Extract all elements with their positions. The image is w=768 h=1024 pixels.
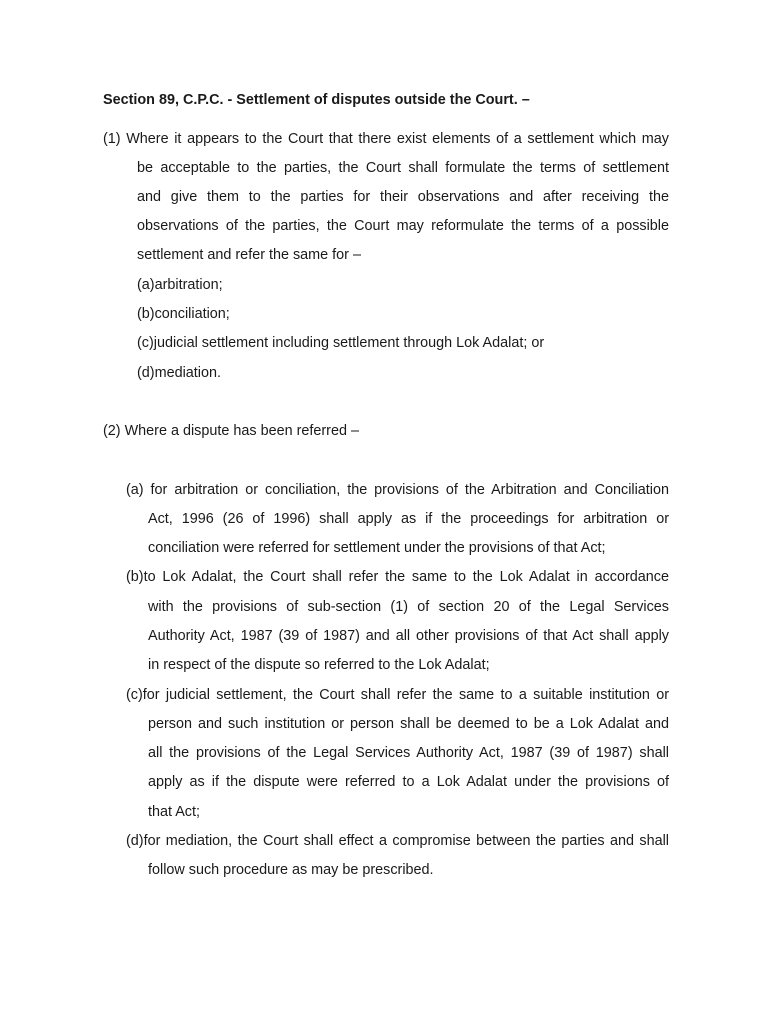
sub1-line: be acceptable to the parties, the Court shall formulate the terms of settlement bbox=[137, 160, 669, 176]
sub1-line: settlement and refer the same for – bbox=[137, 247, 361, 263]
sub1-list-item: (d)mediation. bbox=[137, 365, 221, 381]
sub2-line: conciliation were referred for settlement under the provisions of that Act; bbox=[148, 540, 606, 556]
sub2-line: all the provisions of the Legal Services Authority Act, 1987 (39 of 1987) shall bbox=[148, 745, 669, 761]
sub1-line: (1) Where it appears to the Court that there exist elements of a settlement which may bbox=[103, 131, 669, 147]
sub1-list-item: (c)judicial settlement including settlement through Lok Adalat; or bbox=[137, 335, 545, 351]
sub1-line: observations of the parties, the Court may reformulate the terms of a possible bbox=[137, 218, 669, 234]
section-heading: Section 89, C.P.C. - Settlement of disputes outside the Court. – bbox=[103, 92, 530, 108]
sub2-line: that Act; bbox=[148, 804, 200, 820]
sub2-line: (a) for arbitration or conciliation, the provisions of the Arbitration and Conciliation bbox=[126, 482, 669, 498]
sub2-line: person and such institution or person shall be deemed to be a Lok Adalat and bbox=[148, 716, 669, 732]
sub2-intro: (2) Where a dispute has been referred – bbox=[103, 423, 359, 439]
sub1-line: and give them to the parties for their observations and after receiving the bbox=[137, 189, 669, 205]
sub2-line: apply as if the dispute were referred to a Lok Adalat under the provisions of bbox=[148, 774, 669, 790]
sub1-list-item: (b)conciliation; bbox=[137, 306, 230, 322]
sub1-list-item: (a)arbitration; bbox=[137, 277, 223, 293]
sub2-line: Authority Act, 1987 (39 of 1987) and all other provisions of that Act shall apply bbox=[148, 628, 669, 644]
sub2-line: (c)for judicial settlement, the Court shall refer the same to a suitable institution or bbox=[126, 687, 669, 703]
sub2-line: follow such procedure as may be prescribed. bbox=[148, 862, 434, 878]
sub2-line: with the provisions of sub-section (1) of section 20 of the Legal Services bbox=[148, 599, 669, 615]
sub2-line: (d)for mediation, the Court shall effect a compromise between the parties and shall bbox=[126, 833, 669, 849]
sub2-line: in respect of the dispute so referred to the Lok Adalat; bbox=[148, 657, 490, 673]
sub2-line: Act, 1996 (26 of 1996) shall apply as if the proceedings for arbitration or bbox=[148, 511, 669, 527]
sub2-line: (b)to Lok Adalat, the Court shall refer the same to the Lok Adalat in accordance bbox=[126, 569, 669, 585]
